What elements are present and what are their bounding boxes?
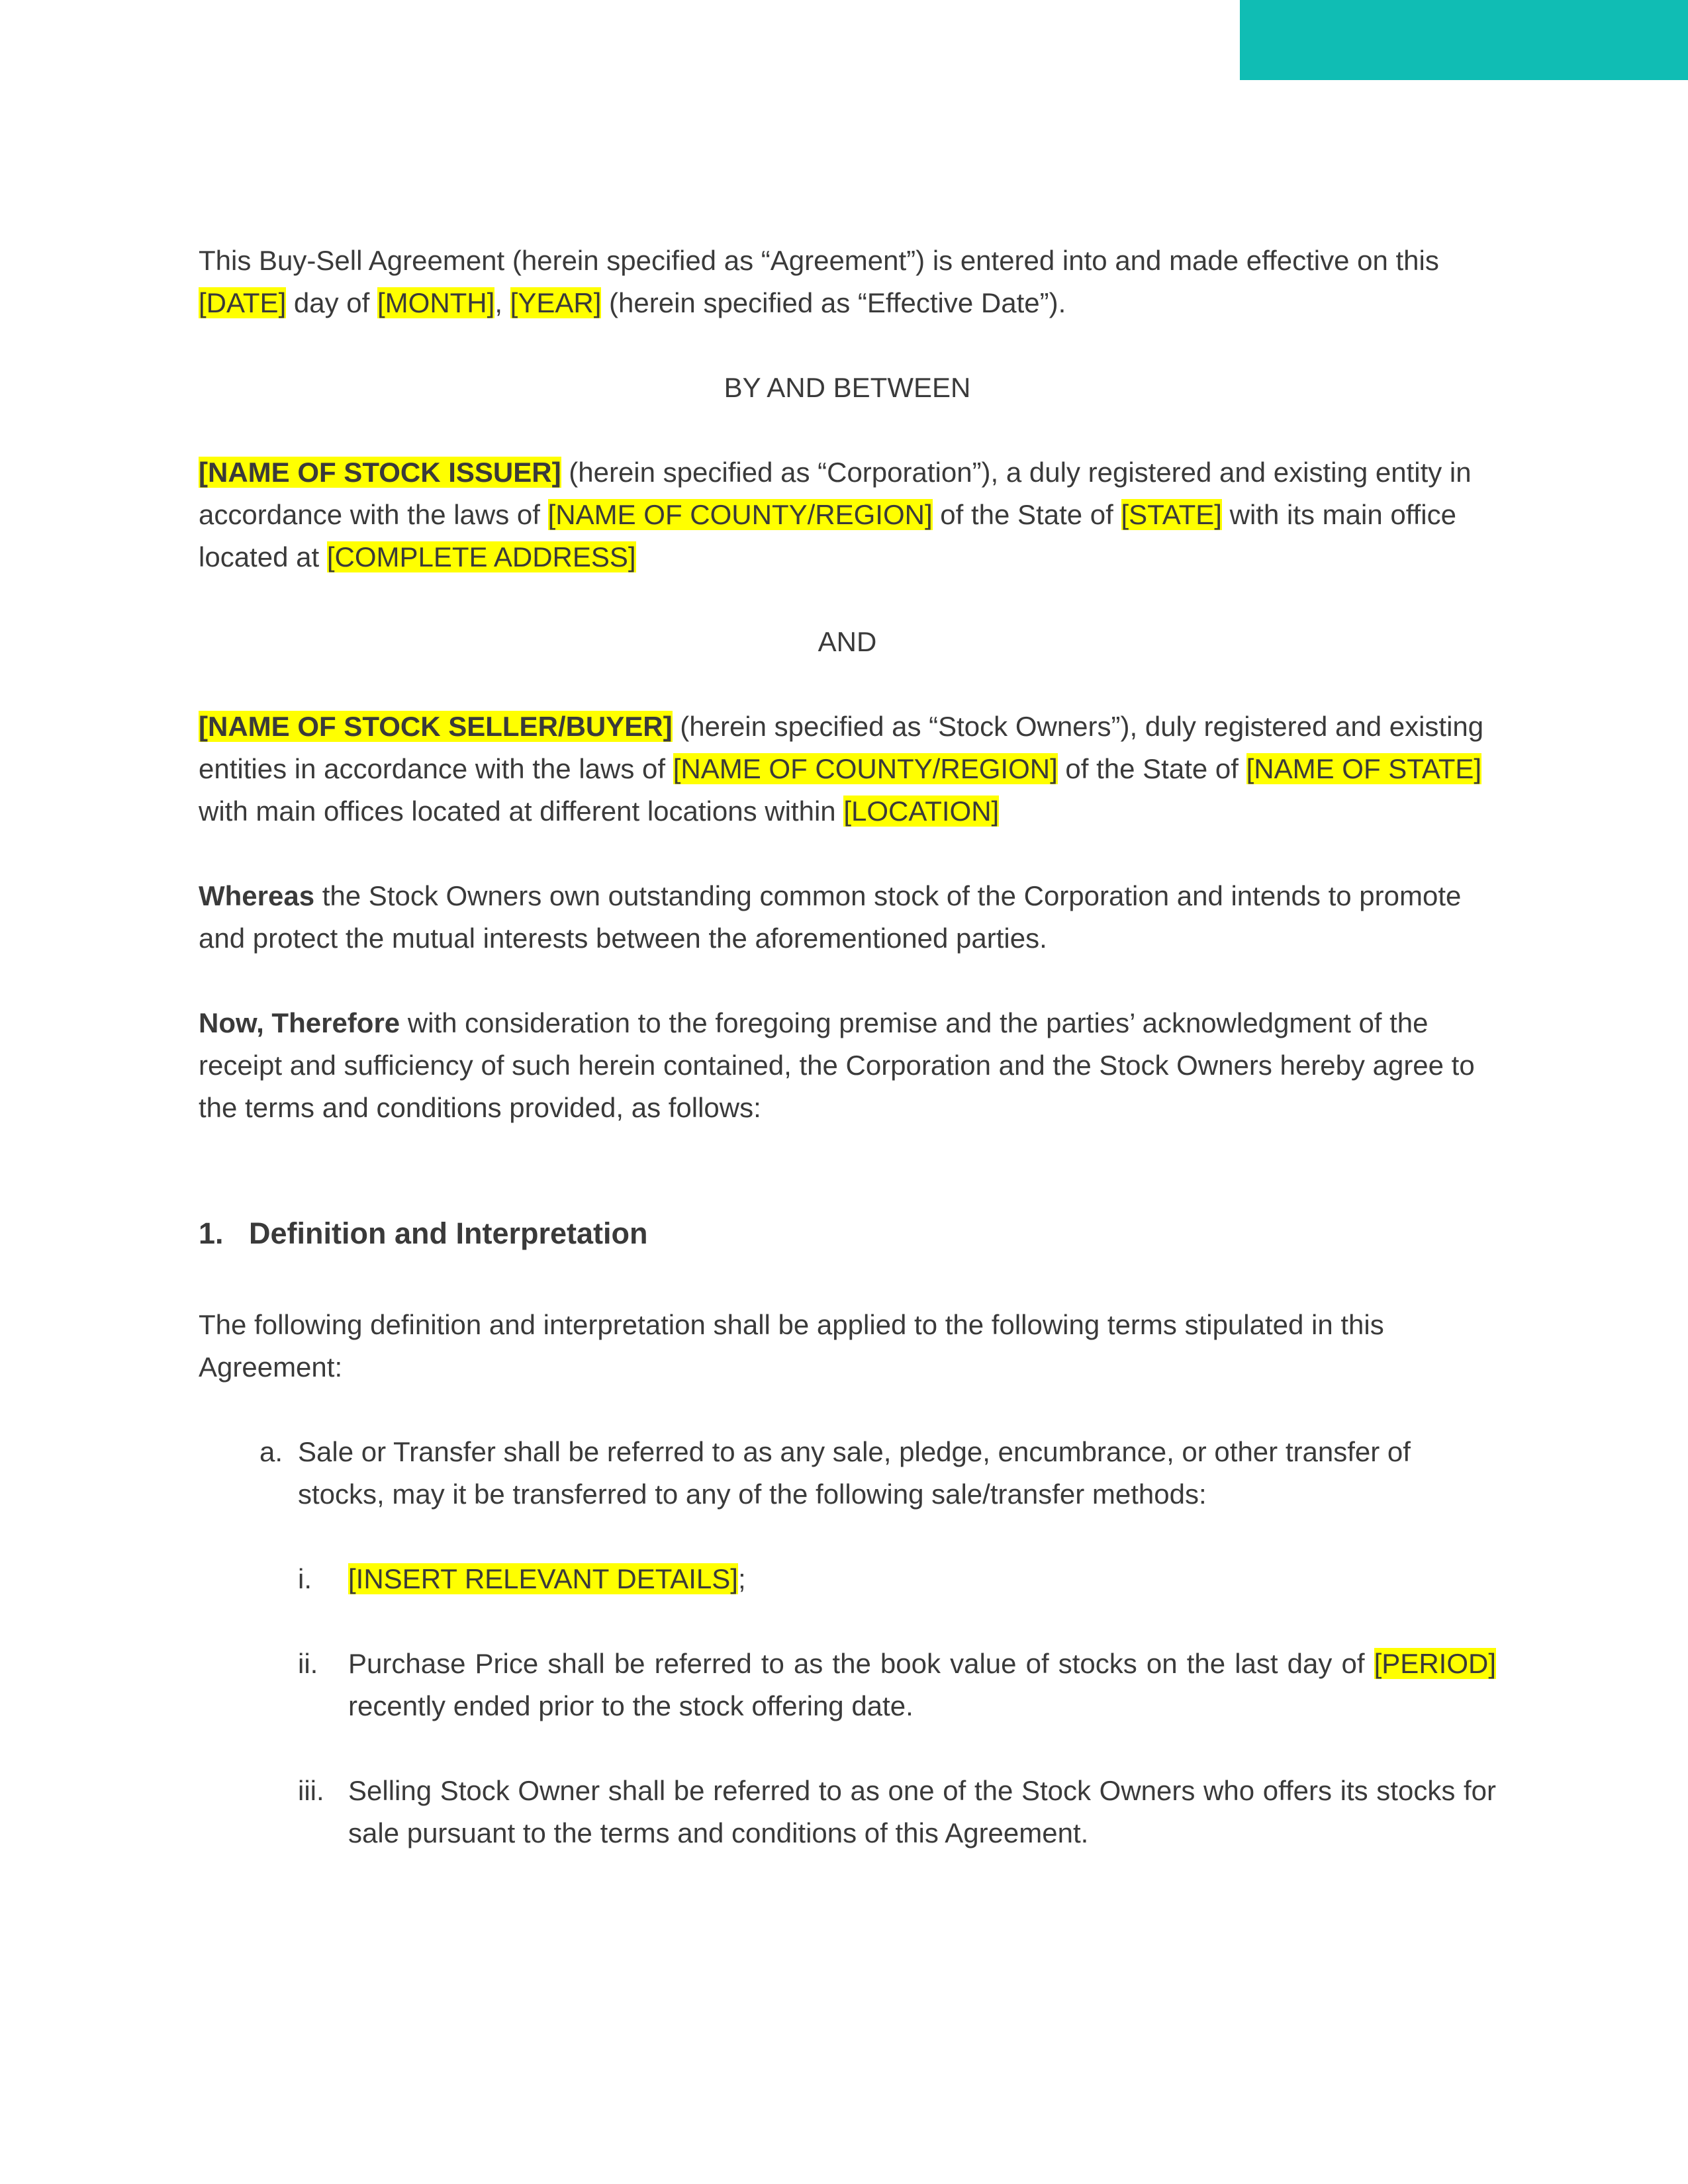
period-placeholder: [PERIOD] xyxy=(1374,1648,1496,1679)
year-placeholder: [YEAR] xyxy=(510,287,602,318)
list-item xyxy=(199,1643,1496,1727)
stock-seller-buyer-placeholder: [NAME OF STOCK SELLER/BUYER] xyxy=(199,711,673,742)
list-marker: iii. xyxy=(298,1775,324,1806)
address-placeholder: [COMPLETE ADDRESS] xyxy=(326,541,636,572)
section-intro: The following definition and interpretation shall be applied to the following terms stipulated in this Agreement: xyxy=(199,1309,1384,1383)
whereas-paragraph: Whereas the Stock Owners own outstanding common stock of the Corporation and intends to promote and protect the mutual interests between the aforementioned parties. xyxy=(199,880,1462,954)
party2-paragraph: [NAME OF STOCK SELLER/BUYER] (herein specified as “Stock Owners”), duly registered and existing entities in accordance with the laws of [NAME OF COUNTY/REGION] of the State of [NAME OF STATE] with main offices located at different locations within [LOCATION] xyxy=(199,711,1484,827)
list-item-text: Purchase Price shall be referred to as the book value of stocks on the last day of [PERIOD] recently ended prior to the stock offering date. xyxy=(348,1648,1496,1721)
list-item-text: Selling Stock Owner shall be referred to as one of the Stock Owners who offers its stocks for sale pursuant to the terms and conditions of this Agreement. xyxy=(348,1775,1496,1848)
county-placeholder: [NAME OF COUNTY/REGION] xyxy=(673,753,1058,784)
section-number: 1. xyxy=(199,1216,224,1250)
list-marker: i. xyxy=(298,1563,312,1594)
month-placeholder: [MONTH] xyxy=(377,287,495,318)
county-placeholder: [NAME OF COUNTY/REGION] xyxy=(547,499,933,530)
list-marker: ii. xyxy=(298,1648,318,1679)
location-placeholder: [LOCATION] xyxy=(843,796,1000,827)
section-title: Definition and Interpretation xyxy=(249,1216,648,1250)
list-item xyxy=(199,1431,1496,1516)
list-item-text: Sale or Transfer shall be referred to as any sale, pledge, encumbrance, or other transfer of stocks, may it be transferred to any of the following sale/transfer methods: xyxy=(298,1436,1411,1510)
and-heading: AND xyxy=(818,626,877,657)
date-placeholder: [DATE] xyxy=(199,287,287,318)
list-item xyxy=(199,1558,1496,1600)
section-heading xyxy=(199,1212,1496,1255)
party1-paragraph: [NAME OF STOCK ISSUER] (herein specified as “Corporation”), a duly registered and existing entity in accordance with the laws of [NAME OF COUNTY/REGION] of the State of [STATE] with its main office located at [COMPLETE ADDRESS] xyxy=(199,457,1472,572)
list-marker: a. xyxy=(259,1436,283,1467)
stock-issuer-placeholder: [NAME OF STOCK ISSUER] xyxy=(199,457,561,488)
list-item xyxy=(199,1770,1496,1854)
intro-paragraph: This Buy-Sell Agreement (herein specified as “Agreement”) is entered into and made effective on this [DATE] day of [MONTH], [YEAR] (herein specified as “Effective Date”). xyxy=(199,245,1439,318)
relevant-details-placeholder: [INSERT RELEVANT DETAILS] xyxy=(348,1563,738,1594)
document-body xyxy=(199,240,1496,1854)
therefore-paragraph: Now, Therefore with consideration to the foregoing premise and the parties’ acknowledgment of the receipt and sufficiency of such herein contained, the Corporation and the Stock Owners hereby agree to the terms and conditions provided, as follows: xyxy=(199,1007,1475,1123)
by-and-between-heading: BY AND BETWEEN xyxy=(724,372,971,403)
state-name-placeholder: [NAME OF STATE] xyxy=(1246,753,1482,784)
state-placeholder: [STATE] xyxy=(1121,499,1222,530)
list-item-text: [INSERT RELEVANT DETAILS]; xyxy=(348,1563,746,1594)
header-accent-bar xyxy=(1240,0,1688,80)
